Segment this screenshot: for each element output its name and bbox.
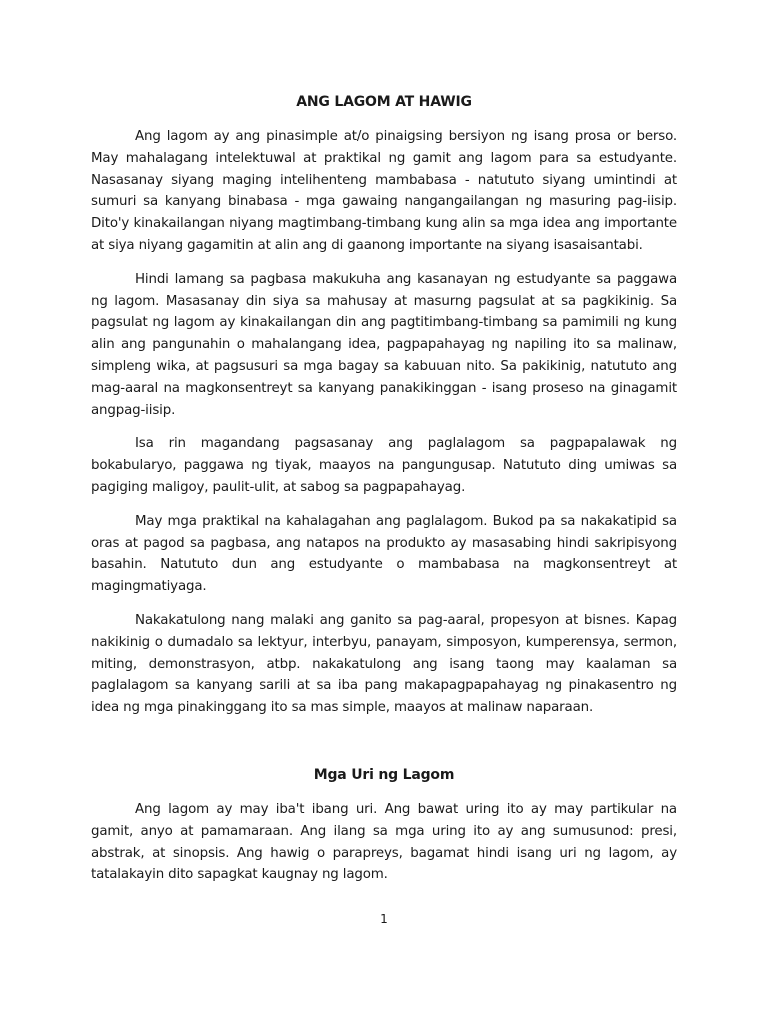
section-spacer xyxy=(91,731,677,765)
paragraph: Nakakatulong nang malaki ang ganito sa pag-aaral, propesyon at bisnes. Kapag nakikinig o dumadalo sa lektyur, interbyu, panayam, simposyon, kumperensya, sermon, miting, demonstrasyon, atbp. nakakatulong ang isang taong may kaalaman sa paglalagom sa kanyang sarili at sa iba pang makapagpapahayag ng pinakasentro ng idea ng mga pinakinggang ito sa mas simple, maayos at malinaw naparaan. xyxy=(91,612,677,716)
section-heading: Mga Uri ng Lagom xyxy=(313,766,455,783)
paragraph: Ang lagom ay may iba't ibang uri. Ang bawat uring ito ay may partikular na gamit, anyo at pamamaraan. Ang ilang sa mga uring ito ay ang sumusunod: presi, abstrak, at sinopsis. Ang hawig o parapreys, bagamat hindi isang uri ng lagom, ay tatalakayin dito sapagkat kaugnay ng lagom. xyxy=(91,801,677,883)
paragraph: May mga praktikal na kahalagahan ang paglalagom. Bukod pa sa nakakatipid sa oras at pagod sa pagbasa, ang natapos na produkto ay masasabing hindi sakripisyong basahin. Natututo dun ang estudyante o mambabasa na magkonsentreyt at magingmatiyaga. xyxy=(91,513,677,595)
paragraph: Isa rin magandang pagsasanay ang paglalagom sa pagpapalawak ng bokabularyo, paggawa ng tiyak, maayos na pangungusap. Natututo ding umiwas sa pagiging maligoy, paulit-ulit, at sabog sa pagpapahayag. xyxy=(91,436,677,495)
page-content xyxy=(91,92,677,898)
document-title: ANG LAGOM AT HAWIG xyxy=(296,94,472,110)
paragraph: Hindi lamang sa pagbasa makukuha ang kasanayan ng estudyante sa paggawa ng lagom. Masasanay din siya sa mahusay at masurng pagsulat at sa pagkikinig. Sa pagsulat ng lagom ay kinakailangan din ang pagtitimbang-timbang sa pamimili ng kung alin ang pangunahin o mahalangang idea, pagpapahayag ng napiling ito sa malinaw, simpleng wika, at pagsusuri sa mga bagay sa kabuuan nito. Sa pakikinig, natututo ang mag-aaral na magkonsentreyt sa kanyang panakikinggan - isang proseso na ginagamit angpag-iisip. xyxy=(91,271,677,418)
paragraph: Ang lagom ay ang pinasimple at/o pinaigsing bersiyon ng isang prosa or berso. May mahalagang intelektuwal at praktikal ng gamit ang lagom para sa estudyante. Nasasanay siyang maging intelihenteng mambabasa - natututo siyang umintindi at sumuri sa kanyang binabasa - mga gawaing nangangailangan ng masuring pag-iisip. Dito'y kinakailangan niyang magtimbang-timbang kung alin sa mga idea ang importante at siya niyang gagamitin at alin ang di gaanong importante na siyang isasaisantabi. xyxy=(91,129,677,253)
page-number: 1 xyxy=(380,912,388,926)
